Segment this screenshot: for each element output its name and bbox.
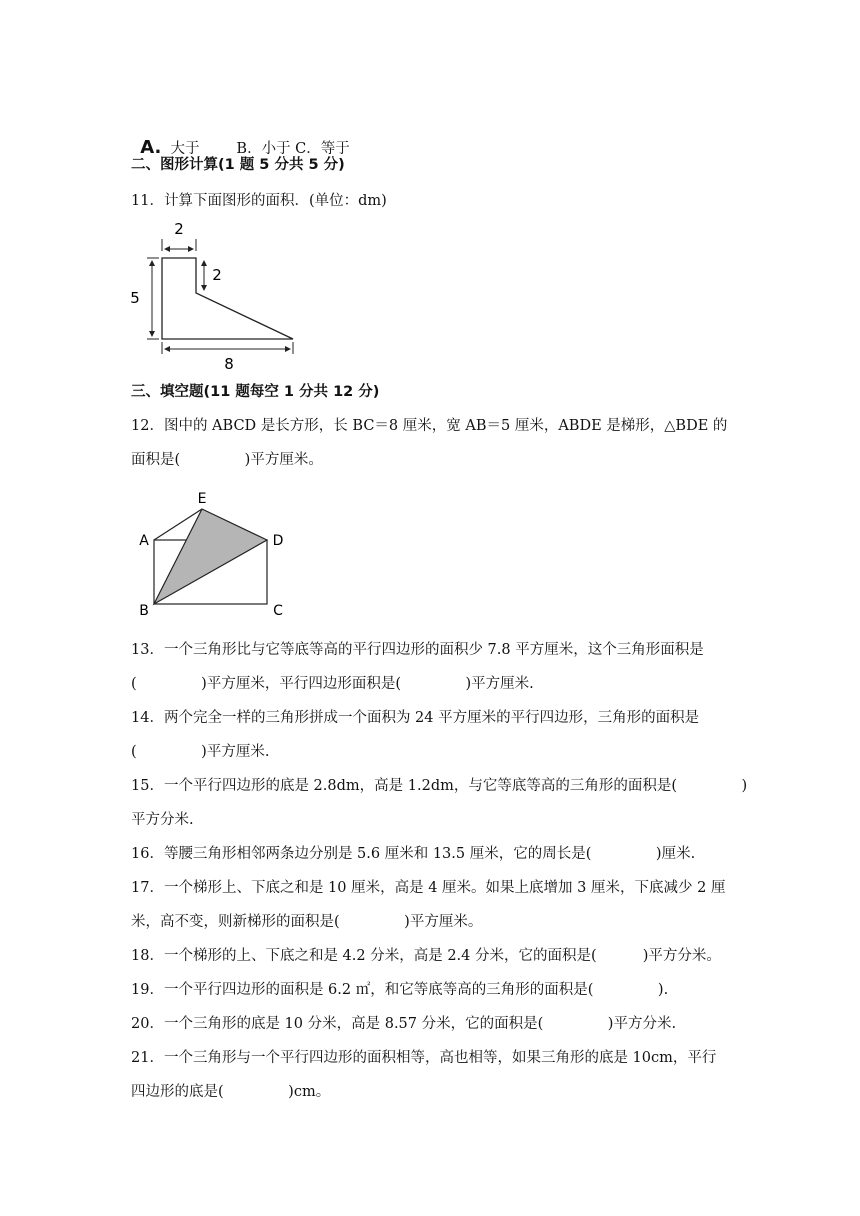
question-18-line-1: 18．一个梯形的上、下底之和是 4.2 分米，高是 2.4 分米，它的面积是( )平方分米。 — [131, 948, 721, 964]
question-15-line-1: 15．一个平行四边形的底是 2.8dm，高是 1.2dm，与它等底等高的三角形的面积是( ) — [131, 778, 748, 794]
options-line — [131, 118, 350, 159]
label-d: D — [272, 533, 284, 549]
section-3-title: 三、填空题(11 题每空 1 分共 12 分) — [131, 384, 380, 400]
label-e: E — [197, 491, 207, 507]
option-a-label: A. — [140, 137, 162, 158]
question-21-line-2: 四边形的底是( )cm。 — [131, 1084, 331, 1100]
label-c: C — [273, 603, 283, 619]
question-11-text: 11．计算下面图形的面积．(单位：dm) — [131, 193, 387, 209]
question-14-line-1: 14．两个完全一样的三角形拼成一个面积为 24 平方厘米的平行四边形，三角形的面积是 — [131, 710, 700, 726]
triangle-bde — [154, 509, 267, 604]
label-b: B — [139, 603, 149, 619]
dim-label-bottom: 8 — [224, 355, 234, 373]
question-14-line-2: ( )平方厘米. — [131, 744, 270, 760]
label-a: A — [139, 533, 149, 549]
question-13-line-2: ( )平方厘米，平行四边形面积是( )平方厘米. — [131, 676, 534, 692]
composite-shape — [162, 258, 293, 339]
dim-label-left: 5 — [130, 289, 140, 307]
dim-label-top: 2 — [174, 220, 184, 238]
dim-label-step: 2 — [212, 266, 222, 284]
q11-figure — [125, 214, 305, 374]
question-17-line-1: 17．一个梯形上、下底之和是 10 厘米，高是 4 厘米。如果上底增加 3 厘米，下底减少 2 厘 — [131, 880, 726, 896]
option-a-text: 大于 — [170, 141, 200, 157]
question-13-line-1: 13．一个三角形比与它等底等高的平行四边形的面积少 7.8 平方厘米，这个三角形面积是 — [131, 642, 704, 658]
question-21-line-1: 21．一个三角形与一个平行四边形的面积相等，高也相等，如果三角形的底是 10cm，平行 — [131, 1050, 717, 1066]
question-12-line-1: 12．图中的 ABCD 是长方形，长 BC＝8 厘米，宽 AB＝5 厘米，ABDE 是梯形，△BDE 的 — [131, 418, 728, 434]
question-12-line-2: 面积是( )平方厘米。 — [131, 452, 323, 468]
question-16-line-1: 16．等腰三角形相邻两条边分别是 5.6 厘米和 13.5 厘米，它的周长是( )厘米. — [131, 846, 696, 862]
option-b-c-text: B．小于 C．等于 — [236, 141, 350, 157]
q12-figure — [130, 486, 295, 620]
question-20-line-1: 20．一个三角形的底是 10 分米，高是 8.57 分米，它的面积是( )平方分米. — [131, 1016, 677, 1032]
question-15-line-2: 平方分米. — [131, 812, 194, 828]
section-2-title: 二、图形计算(1 题 5 分共 5 分) — [131, 157, 345, 173]
question-17-line-2: 米，高不变，则新梯形的面积是( )平方厘米。 — [131, 914, 483, 930]
question-19-line-1: 19．一个平行四边形的面积是 6.2 ㎡，和它等底等高的三角形的面积是( ). — [131, 982, 669, 998]
